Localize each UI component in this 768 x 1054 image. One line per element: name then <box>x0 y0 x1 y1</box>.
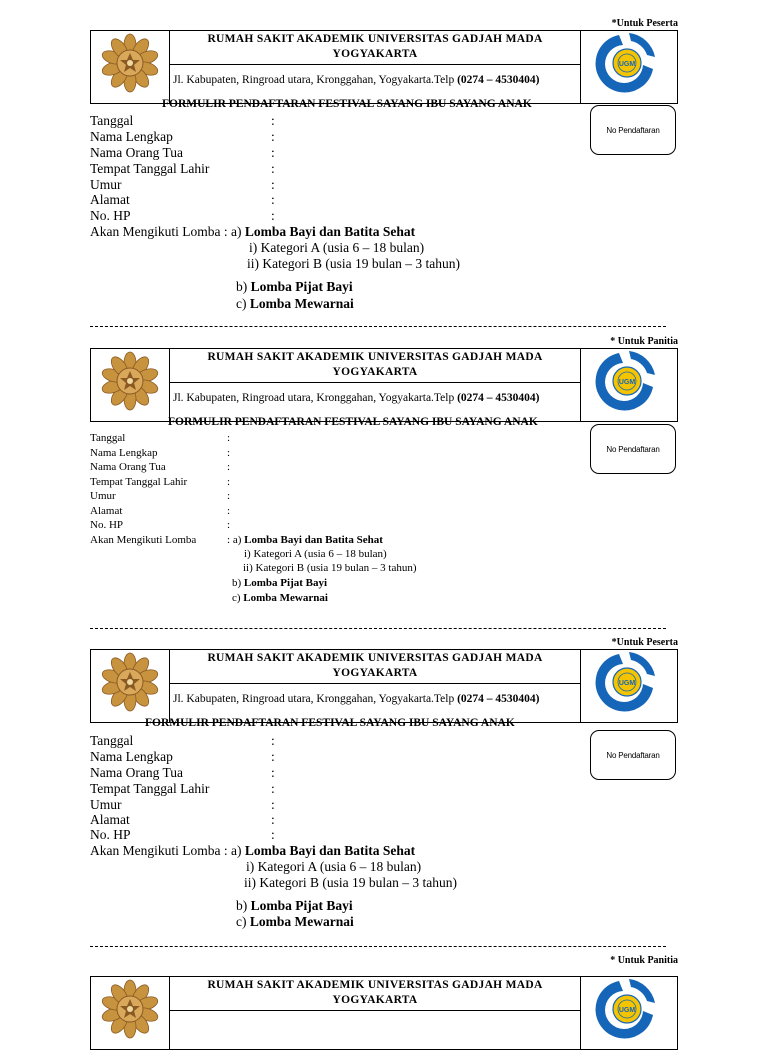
hospital-crest-logo <box>91 977 170 1049</box>
hospital-crest-logo <box>91 650 170 722</box>
field-no-hp: No. HP <box>90 208 131 223</box>
colon: : <box>227 461 231 473</box>
field-tanggal: Tanggal <box>90 432 126 444</box>
institution-city: YOGYAKARTA <box>332 667 418 679</box>
registration-number-box <box>590 424 676 474</box>
lomba-a-title: Lomba Bayi dan Batita Sehat <box>244 843 416 858</box>
address-text: Jl. Kabupaten, Ringroad utara, Kronggahan, Yogyakarta.Telp <box>173 392 458 404</box>
lomba-b <box>236 898 353 914</box>
colon: : <box>227 432 231 444</box>
lomba-a <box>227 533 383 547</box>
form-title: FORMULIR PENDAFTARAN FESTIVAL SAYANG IBU SAYANG ANAK <box>168 416 538 428</box>
kategori-a: i) Kategori A (usia 6 – 18 bulan) <box>249 240 425 255</box>
address-text: Jl. Kabupaten, Ringroad utara, Kronggahan, Yogyakarta.Telp <box>173 74 458 86</box>
institution-name: RUMAH SAKIT AKADEMIK UNIVERSITAS GADJAH MADA <box>207 979 543 991</box>
kategori-a: i) Kategori A (usia 6 – 18 bulan) <box>246 859 422 874</box>
address-line <box>173 392 579 404</box>
field-no-hp: No. HP <box>90 519 124 531</box>
address-text: Jl. Kabupaten, Ringroad utara, Kronggahan, Yogyakarta.Telp <box>173 693 458 705</box>
institution-city: YOGYAKARTA <box>332 48 418 60</box>
field-tempat-tanggal-lahir: Tempat Tanggal Lahir <box>90 476 188 488</box>
cut-line <box>90 946 666 947</box>
lomba-c-title: Lomba Mewarnai <box>249 296 354 311</box>
lomba-c-prefix: c) <box>236 296 250 311</box>
colon: : <box>271 129 275 144</box>
colon: : <box>271 192 275 207</box>
field-tanggal: Tanggal <box>90 113 134 128</box>
registration-number-box <box>590 105 676 155</box>
field-nama-orang-tua: Nama Orang Tua <box>90 145 183 160</box>
ugm-logo-text: UGM <box>618 1007 636 1014</box>
field-umur: Umur <box>90 797 122 812</box>
colon: : <box>271 208 275 223</box>
header-divider <box>169 1010 581 1011</box>
institution-name: RUMAH SAKIT AKADEMIK UNIVERSITAS GADJAH MADA <box>207 351 543 363</box>
lomba-a-title: Lomba Bayi dan Batita Sehat <box>244 534 383 546</box>
lomba-a-prefix: a) <box>232 534 245 546</box>
colon: : <box>271 797 275 812</box>
phone-number: (0274 – 4530404) <box>457 693 540 705</box>
field-tempat-tanggal-lahir: Tempat Tanggal Lahir <box>90 161 210 176</box>
tag-peserta: *Untuk Peserta <box>611 637 678 648</box>
institution-city: YOGYAKARTA <box>332 994 418 1006</box>
colon: : <box>227 519 231 531</box>
form-title: FORMULIR PENDAFTARAN FESTIVAL SAYANG IBU SAYANG ANAK <box>162 98 532 110</box>
institution-city: YOGYAKARTA <box>332 366 418 378</box>
lomba-b-title: Lomba Pijat Bayi <box>243 577 328 589</box>
ugm-logo-text: UGM <box>618 61 636 68</box>
colon: : <box>227 447 231 459</box>
field-nama-lengkap: Nama Lengkap <box>90 129 173 144</box>
colon: : <box>271 733 275 748</box>
form-title: FORMULIR PENDAFTARAN FESTIVAL SAYANG IBU SAYANG ANAK <box>145 717 515 729</box>
kategori-b: ii) Kategori B (usia 19 bulan – 3 tahun) <box>243 562 417 574</box>
registration-number-label: No Pendaftaran <box>606 750 660 760</box>
kategori-a: i) Kategori A (usia 6 – 18 bulan) <box>244 548 387 560</box>
lomba-b-title: Lomba Pijat Bayi <box>250 898 353 913</box>
lomba-b-prefix: b) <box>236 898 251 913</box>
field-umur: Umur <box>90 177 122 192</box>
field-alamat: Alamat <box>90 812 130 827</box>
colon: : <box>271 749 275 764</box>
field-tempat-tanggal-lahir: Tempat Tanggal Lahir <box>90 781 210 796</box>
colon: : <box>271 177 275 192</box>
field-umur: Umur <box>90 490 116 502</box>
hospital-crest-logo <box>91 31 170 103</box>
field-alamat: Alamat <box>90 505 123 517</box>
colon: : <box>271 765 275 780</box>
colon: : <box>271 812 275 827</box>
colon: : <box>271 145 275 160</box>
header-divider <box>169 64 581 65</box>
header-divider <box>169 683 581 684</box>
colon: : <box>271 827 275 842</box>
kategori-b: ii) Kategori B (usia 19 bulan – 3 tahun) <box>244 875 457 890</box>
letterhead <box>90 649 678 723</box>
colon: : <box>271 113 275 128</box>
phone-number: (0274 – 4530404) <box>457 74 540 86</box>
ugm-logo-text: UGM <box>618 379 636 386</box>
letterhead <box>90 976 678 1050</box>
tag-panitia: * Untuk Panitia <box>610 955 678 966</box>
kategori-b: ii) Kategori B (usia 19 bulan – 3 tahun) <box>247 256 460 271</box>
ugm-logo-text: UGM <box>618 680 636 687</box>
lomba-c-prefix: c) <box>232 592 244 604</box>
letterhead <box>90 30 678 104</box>
lomba-label: Akan Mengikuti Lomba <box>90 534 197 546</box>
colon: : <box>227 476 231 488</box>
lomba-line <box>90 843 415 859</box>
colon: : <box>271 781 275 796</box>
ugm-logo <box>580 650 677 722</box>
header-divider <box>169 382 581 383</box>
field-alamat: Alamat <box>90 192 130 207</box>
ugm-logo <box>580 349 677 421</box>
ugm-logo <box>580 977 677 1049</box>
lomba-c <box>232 591 328 605</box>
registration-number-label: No Pendaftaran <box>606 125 660 135</box>
lomba-a-title: Lomba Bayi dan Batita Sehat <box>244 224 416 239</box>
lomba-b-title: Lomba Pijat Bayi <box>250 279 353 294</box>
letterhead <box>90 348 678 422</box>
cut-line <box>90 628 666 629</box>
lomba-b <box>232 576 327 590</box>
lomba-c <box>236 914 354 930</box>
lomba-b-prefix: b) <box>232 577 244 589</box>
tag-panitia: * Untuk Panitia <box>610 336 678 347</box>
address-line <box>173 693 579 705</box>
lomba-label: Akan Mengikuti Lomba : a) <box>90 224 245 239</box>
field-nama-lengkap: Nama Lengkap <box>90 447 158 459</box>
lomba-b-prefix: b) <box>236 279 251 294</box>
cut-line <box>90 326 666 327</box>
hospital-crest-logo <box>91 349 170 421</box>
address-line <box>173 74 579 86</box>
lomba-label: Akan Mengikuti Lomba : a) <box>90 843 245 858</box>
colon: : <box>227 534 231 546</box>
field-nama-lengkap: Nama Lengkap <box>90 749 173 764</box>
field-nama-orang-tua: Nama Orang Tua <box>90 765 183 780</box>
colon: : <box>271 161 275 176</box>
lomba-c-title: Lomba Mewarnai <box>243 592 328 604</box>
colon: : <box>227 490 231 502</box>
lomba-c <box>236 296 354 312</box>
phone-number: (0274 – 4530404) <box>457 392 540 404</box>
lomba-c-title: Lomba Mewarnai <box>249 914 354 929</box>
field-no-hp: No. HP <box>90 827 131 842</box>
field-tanggal: Tanggal <box>90 733 134 748</box>
registration-number-box <box>590 730 676 780</box>
lomba-c-prefix: c) <box>236 914 250 929</box>
field-nama-orang-tua: Nama Orang Tua <box>90 461 166 473</box>
lomba-b <box>236 279 353 295</box>
ugm-logo <box>580 31 677 103</box>
colon: : <box>227 505 231 517</box>
tag-peserta: *Untuk Peserta <box>611 18 678 29</box>
lomba-line <box>90 224 415 240</box>
institution-name: RUMAH SAKIT AKADEMIK UNIVERSITAS GADJAH MADA <box>207 33 543 45</box>
institution-name: RUMAH SAKIT AKADEMIK UNIVERSITAS GADJAH MADA <box>207 652 543 664</box>
registration-number-label: No Pendaftaran <box>606 444 660 454</box>
